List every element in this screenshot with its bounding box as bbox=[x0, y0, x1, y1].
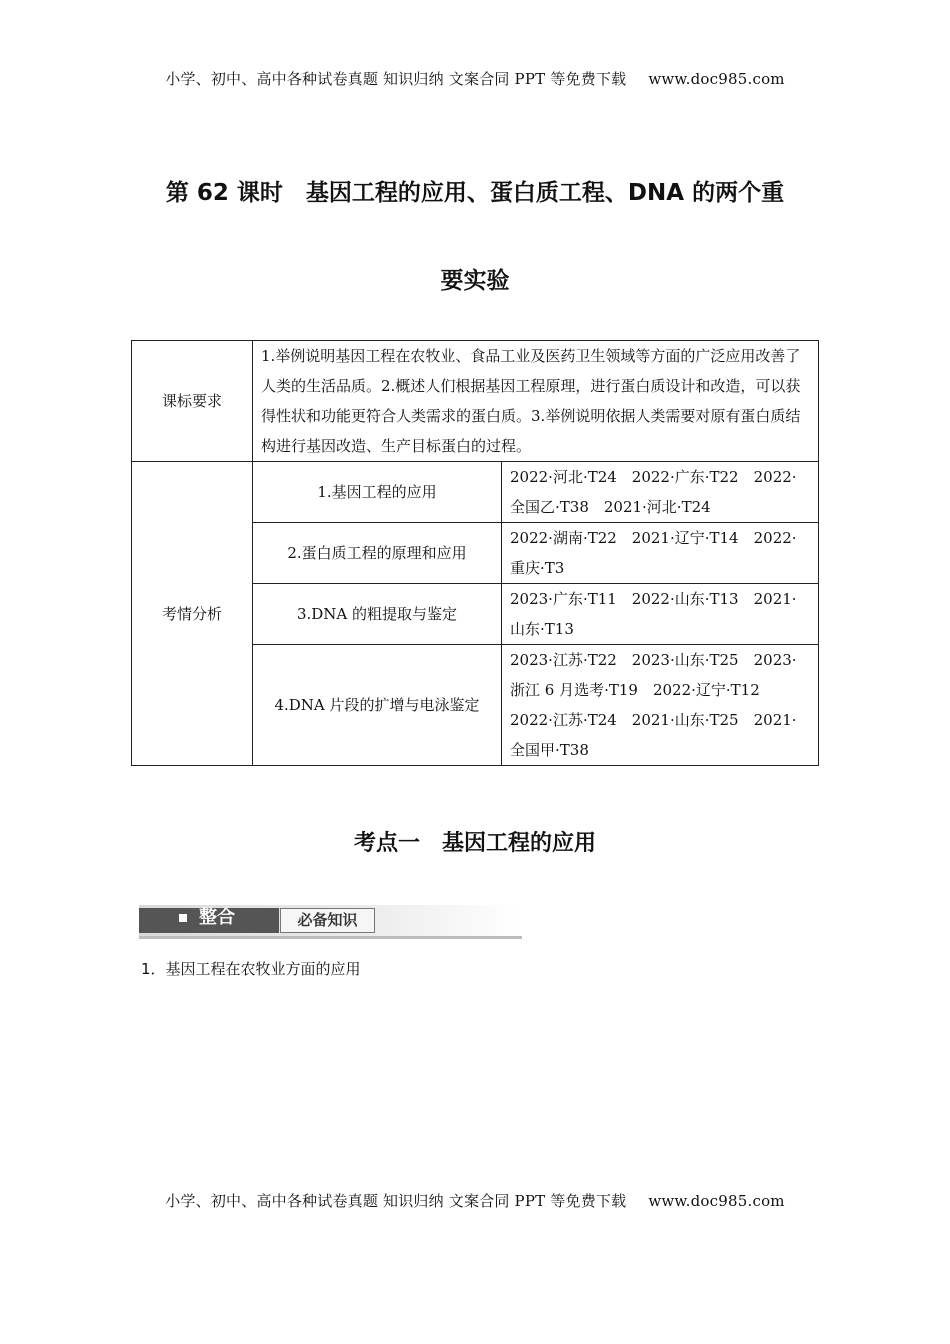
req-text: 1.举例说明基因工程在农牧业、食品工业及医药卫生领域等方面的广泛应用改善了人类的生活品质。2.概述人们根据基因工程原理，进行蛋白质设计和改造，可以获得性状和功能更符合人类需求的蛋白质。3.举例说明依据人类需要对原有蛋白质结构进行基因改造、生产目标蛋白的过程。 bbox=[253, 341, 819, 462]
analysis-label: 考情分析 bbox=[132, 462, 253, 766]
page-title-line2: 要实验 bbox=[440, 268, 510, 294]
list-item: 1．基因工程在农牧业方面的应用 bbox=[141, 960, 361, 978]
source-cell: 2023·江苏·T22 2023·山东·T25 2023·浙江 6 月选考·T19 2022·辽宁·T12 2022·江苏·T24 2021·山东·T25 2021·全国甲·T38 bbox=[502, 645, 819, 766]
page-footer bbox=[0, 1190, 950, 1211]
topic-cell: 3.DNA 的粗提取与鉴定 bbox=[253, 584, 502, 645]
topic-cell: 1.基因工程的应用 bbox=[253, 462, 502, 523]
topic-cell: 2.蛋白质工程的原理和应用 bbox=[253, 523, 502, 584]
table-row bbox=[132, 462, 819, 523]
source-cell: 2023·广东·T11 2022·山东·T13 2021·山东·T13 bbox=[502, 584, 819, 645]
table-row bbox=[132, 341, 819, 462]
section-title: 考点一 基因工程的应用 bbox=[353, 831, 596, 856]
banner-tag: 必备知识 bbox=[280, 908, 375, 933]
footer-text: 小学、初中、高中各种试卷真题 知识归纳 文案合同 PPT 等免费下载 bbox=[165, 1192, 627, 1210]
curriculum-table bbox=[131, 340, 819, 766]
header-site-link[interactable]: www.doc985.com bbox=[648, 70, 785, 88]
topic-cell: 4.DNA 片段的扩增与电泳鉴定 bbox=[253, 645, 502, 766]
section-banner bbox=[139, 905, 522, 939]
banner-underline bbox=[139, 936, 522, 939]
req-label: 课标要求 bbox=[132, 341, 253, 462]
banner-label: 整合 bbox=[199, 907, 235, 928]
source-cell: 2022·河北·T24 2022·广东·T22 2022·全国乙·T38 2021·河北·T24 bbox=[502, 462, 819, 523]
source-cell: 2022·湖南·T22 2021·辽宁·T14 2022·重庆·T3 bbox=[502, 523, 819, 584]
header-text: 小学、初中、高中各种试卷真题 知识归纳 文案合同 PPT 等免费下载 bbox=[165, 70, 627, 88]
footer-site-link[interactable]: www.doc985.com bbox=[648, 1192, 785, 1210]
page-title-line1: 第 62 课时 基因工程的应用、蛋白质工程、DNA 的两个重 bbox=[165, 180, 785, 206]
square-bullet-icon bbox=[179, 914, 187, 922]
page-header bbox=[0, 68, 950, 89]
